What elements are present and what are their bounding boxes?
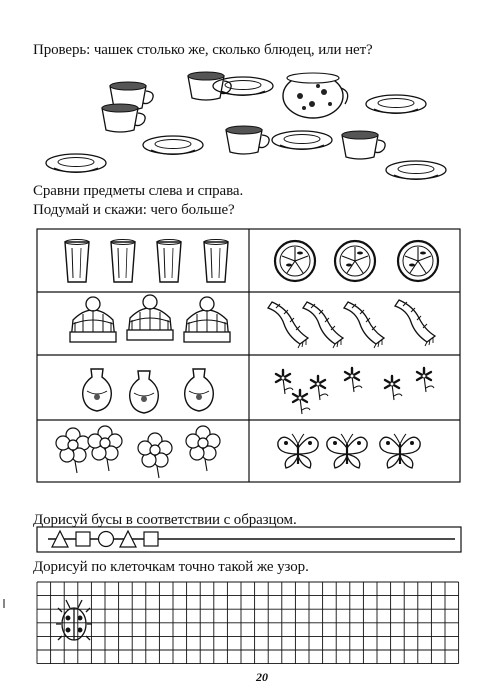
drawing-grid [37, 582, 459, 664]
row2-left-hats [70, 295, 230, 342]
row1-left-glasses [65, 240, 228, 283]
cup [342, 131, 385, 159]
bead-square [144, 532, 158, 546]
saucer [386, 161, 446, 180]
task2-instruction-line1: Сравни предметы слева и справа. [33, 183, 244, 199]
bead-string [37, 527, 461, 552]
saucer [143, 136, 203, 155]
row4-right-butterflies [278, 434, 420, 468]
cup [226, 126, 269, 154]
row4-left-flowers [56, 426, 220, 478]
saucer [366, 95, 426, 114]
bead-circle [99, 532, 114, 547]
task4-instruction: Дорисуй по клеточкам точно такой же узор. [33, 559, 309, 575]
page-number: 20 [256, 670, 268, 684]
ladybug-icon [56, 600, 92, 640]
row3-right-flower-sprigs [276, 368, 434, 414]
bead-square [76, 532, 90, 546]
task3-instruction: Дорисуй бусы в соответствии с образцом. [33, 512, 297, 528]
saucer [46, 154, 106, 173]
task2-instruction-line2: Подумай и скажи: чего больше? [33, 202, 235, 218]
row3-left-vases [83, 369, 214, 413]
task1-instruction: Проверь: чашек столько же, сколько блюдец, или нет? [33, 42, 373, 58]
cup [188, 72, 231, 100]
row1-right-orange-slices [275, 241, 438, 281]
round-teapot-cup [283, 73, 348, 118]
cups-and-saucers-illustration [46, 72, 446, 180]
row2-right-scarves [268, 300, 435, 348]
saucer [272, 131, 332, 150]
